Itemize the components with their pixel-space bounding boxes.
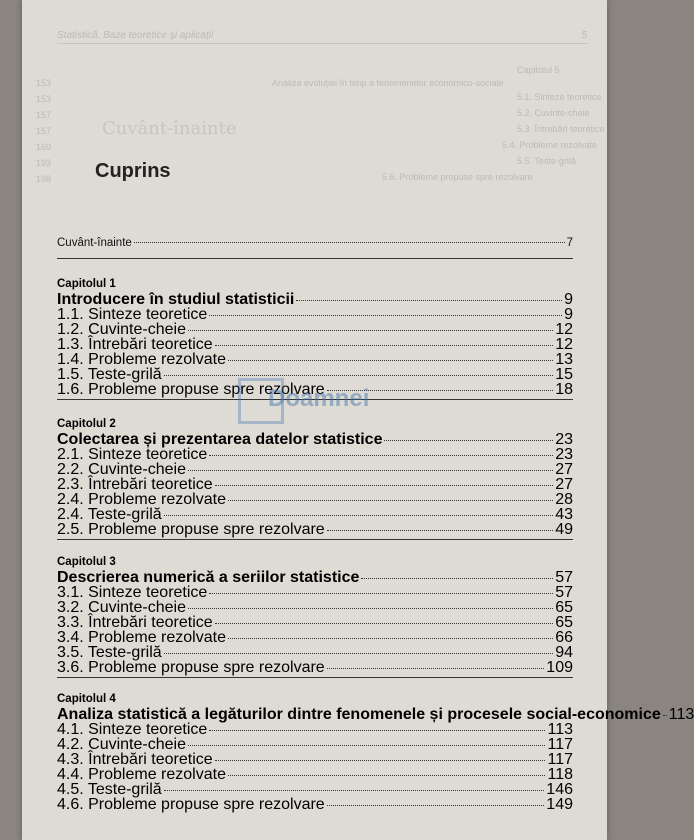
dot-leader — [209, 593, 553, 594]
toc-entry-label: 1.5. Teste-grilă — [57, 366, 162, 383]
toc-entry-page: 94 — [555, 644, 573, 661]
toc-entry-label: 4.1. Sinteze teoretice — [57, 721, 208, 738]
dot-leader — [164, 375, 554, 376]
toc-entry — [57, 782, 573, 797]
ghost-page: 198 — [36, 174, 52, 184]
toc-entry-page: 27 — [555, 476, 573, 493]
toc-entry-page: 18 — [555, 381, 573, 398]
toc-entry — [57, 630, 573, 645]
chapter-title-row — [57, 570, 573, 585]
ghost-heading: Cuvânt-înainte — [102, 118, 237, 139]
toc-entry-label: 4.6. Probleme propuse spre rezolvare — [57, 796, 325, 813]
header-page-number: 5 — [581, 30, 587, 41]
chapter-title: Analiza statistică a legăturilor dintre fenomenele și procesele social-economice — [57, 706, 661, 723]
dot-leader — [188, 470, 553, 471]
ghost-page: 157 — [36, 126, 52, 136]
dot-leader — [327, 668, 545, 669]
toc-entry-label: 1.1. Sinteze teoretice — [57, 306, 208, 323]
toc-entry-page: 117 — [547, 736, 573, 753]
toc-entry — [57, 492, 573, 507]
toc-entry-page: 117 — [547, 751, 573, 768]
chapter-label: Capitolul 2 — [57, 418, 116, 430]
dot-leader — [215, 623, 554, 624]
separator-line — [57, 539, 573, 540]
dot-leader — [228, 500, 553, 501]
toc-entry — [57, 322, 573, 337]
toc-entry-page: 12 — [555, 321, 573, 338]
dot-leader — [327, 805, 545, 806]
toc-entry-label: 1.3. Întrebări teoretice — [57, 336, 213, 353]
dot-leader — [361, 578, 553, 579]
toc-entry-page: 113 — [547, 721, 573, 738]
dot-leader — [296, 300, 562, 301]
toc-entry-label: 1.2. Cuvinte-cheie — [57, 321, 186, 338]
chapter-label: Capitolul 1 — [57, 278, 116, 290]
toc-entry-page: 57 — [555, 584, 573, 601]
ghost-page: 160 — [36, 142, 52, 152]
toc-entry — [57, 645, 573, 660]
dot-leader — [188, 608, 553, 609]
toc-chapter-4 — [57, 692, 694, 813]
chapter-page: 23 — [555, 431, 573, 448]
toc-entry-label: 1.6. Probleme propuse spre rezolvare — [57, 381, 325, 398]
toc-entry-page: 118 — [547, 766, 573, 783]
toc-entry — [57, 737, 573, 752]
ghost-line: 5.4. Probleme rezolvate — [502, 140, 598, 150]
toc-entry-label: 3.4. Probleme rezolvate — [57, 629, 226, 646]
chapter-title: Colectarea și prezentarea datelor statistice — [57, 431, 383, 448]
toc-entry-label: 3.3. Întrebări teoretice — [57, 614, 213, 631]
toc-entry-page: 109 — [546, 659, 573, 676]
dot-leader — [134, 242, 565, 243]
toc-entry-page: 66 — [555, 629, 573, 646]
chapter-title-row — [57, 432, 573, 447]
ghost-chapter: Capitolul 5 — [517, 65, 560, 75]
toc-entry-page: 15 — [555, 366, 573, 383]
chapter-page: 113 — [668, 706, 694, 723]
toc-foreword — [57, 236, 573, 251]
toc-entry-label: 4.5. Teste-grilă — [57, 781, 162, 798]
toc-entry-label: 2.3. Întrebări teoretice — [57, 476, 213, 493]
chapter-title-row — [57, 706, 694, 723]
ghost-line: 5.6. Probleme propuse spre rezolvare — [382, 172, 533, 182]
chapter-label: Capitolul 4 — [57, 693, 116, 705]
dot-leader — [228, 775, 546, 776]
ghost-page: 193 — [36, 158, 52, 168]
dot-leader — [209, 730, 545, 731]
toc-entry-page: 146 — [546, 781, 573, 798]
dot-leader — [384, 440, 553, 441]
chapter-page: 9 — [564, 291, 573, 308]
toc-entry — [57, 752, 573, 767]
dot-leader — [228, 638, 553, 639]
ghost-chapter-title: Analiza evoluției în timp a fenomenelor economico-sociale — [272, 78, 504, 88]
toc-entry — [57, 337, 573, 352]
toc-entry-label: 3.1. Sinteze teoretice — [57, 584, 208, 601]
toc-entry — [57, 477, 573, 492]
toc-entry-label: 3.6. Probleme propuse spre rezolvare — [57, 659, 325, 676]
toc-entry — [57, 236, 573, 251]
toc-title: Cuprins — [95, 160, 171, 182]
toc-entry-label: 2.1. Sinteze teoretice — [57, 446, 208, 463]
dot-leader — [215, 760, 546, 761]
chapter-page: 57 — [555, 569, 573, 586]
ghost-page: 153 — [36, 94, 52, 104]
toc-entry-label: Cuvânt-înainte — [57, 237, 132, 249]
toc-entry — [57, 722, 573, 737]
separator-line — [57, 677, 573, 678]
ghost-line: 5.2. Cuvinte-cheie — [517, 108, 590, 118]
dot-leader — [209, 315, 562, 316]
toc-entry-page: 65 — [555, 599, 573, 616]
dot-leader — [215, 485, 554, 486]
dot-leader — [209, 455, 553, 456]
toc-entry-page: 7 — [566, 237, 573, 249]
toc-entry — [57, 307, 573, 322]
toc-entry — [57, 600, 573, 615]
toc-entry — [57, 585, 573, 600]
toc-chapter-1 — [57, 277, 573, 397]
running-title: Statistică. Baze teoretice și aplicații — [57, 30, 214, 41]
toc-entry-label: 4.2. Cuvinte-cheie — [57, 736, 186, 753]
toc-entry-page: 28 — [555, 491, 573, 508]
dot-leader — [164, 653, 554, 654]
toc-entry-page: 12 — [555, 336, 573, 353]
toc-entry — [57, 447, 573, 462]
toc-entry-label: 4.4. Probleme rezolvate — [57, 766, 226, 783]
ghost-line: 5.5. Teste-grilă — [517, 156, 576, 166]
toc-entry-page: 9 — [564, 306, 573, 323]
chapter-title-row — [57, 292, 573, 307]
toc-chapter-3 — [57, 555, 573, 675]
ghost-page: 157 — [36, 110, 52, 120]
chapter-label: Capitolul 3 — [57, 556, 116, 568]
toc-entry — [57, 462, 573, 477]
toc-entry-label: 1.4. Probleme rezolvate — [57, 351, 226, 368]
toc-entry-label: 3.2. Cuvinte-cheie — [57, 599, 186, 616]
toc-entry-label: 2.2. Cuvinte-cheie — [57, 461, 186, 478]
toc-entry — [57, 797, 573, 812]
toc-entry — [57, 522, 573, 537]
watermark: Doamnei — [268, 385, 370, 412]
separator-line — [57, 258, 573, 259]
toc-chapter-2 — [57, 417, 573, 537]
dot-leader — [327, 530, 554, 531]
dot-leader — [164, 790, 545, 791]
toc-entry-label: 2.5. Probleme propuse spre rezolvare — [57, 521, 325, 538]
dot-leader — [228, 360, 553, 361]
chapter-title: Descrierea numerică a seriilor statistice — [57, 569, 360, 586]
toc-entry — [57, 367, 573, 382]
toc-entry — [57, 767, 573, 782]
dot-leader — [188, 745, 546, 746]
chapter-title: Introducere în studiul statisticii — [57, 291, 295, 308]
ghost-line: 5.1. Sinteze teoretice — [517, 92, 602, 102]
dot-leader — [215, 345, 554, 346]
toc-entry-page: 149 — [546, 796, 573, 813]
toc-entry — [57, 615, 573, 630]
toc-entry — [57, 352, 573, 367]
dot-leader — [188, 330, 553, 331]
toc-entry-page: 65 — [555, 614, 573, 631]
toc-entry-page: 13 — [555, 351, 573, 368]
toc-entry — [57, 660, 573, 675]
toc-entry-label: 2.4. Probleme rezolvate — [57, 491, 226, 508]
ghost-page: 153 — [36, 78, 52, 88]
toc-entry-page: 23 — [555, 446, 573, 463]
toc-entry-page: 49 — [555, 521, 573, 538]
toc-entry-page: 43 — [555, 506, 573, 523]
toc-entry-label: 4.3. Întrebări teoretice — [57, 751, 213, 768]
toc-entry-page: 27 — [555, 461, 573, 478]
toc-entry — [57, 507, 573, 522]
toc-entry-label: 2.4. Teste-grilă — [57, 506, 162, 523]
running-header — [57, 30, 587, 44]
dot-leader — [164, 515, 554, 516]
toc-entry-label: 3.5. Teste-grilă — [57, 644, 162, 661]
ghost-line: 5.3. Întrebări teoretice — [517, 124, 605, 134]
dot-leader — [663, 715, 667, 716]
